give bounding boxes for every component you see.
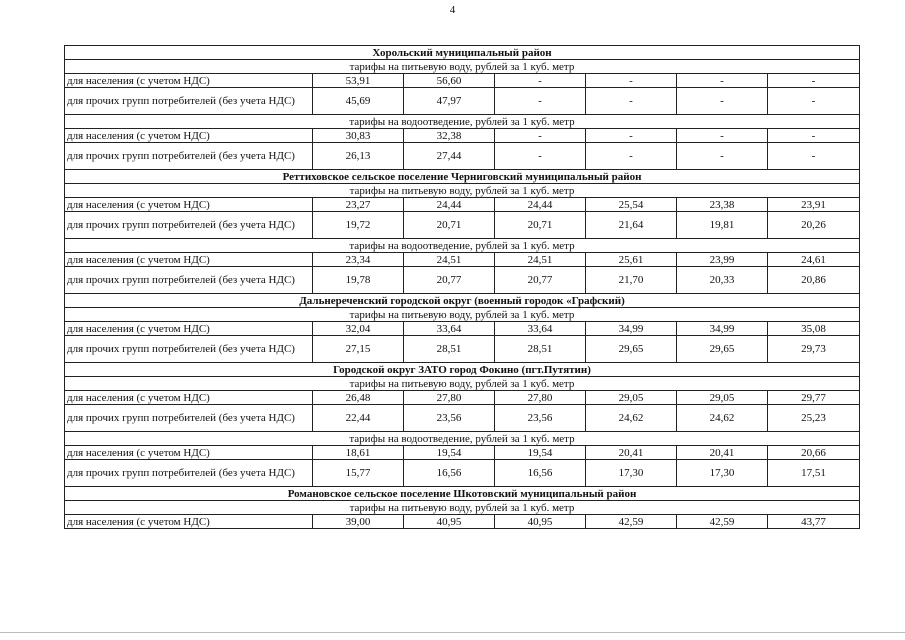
tariff-value-cell: 24,62	[677, 405, 768, 432]
tariff-caption: тарифы на водоотведение, рублей за 1 куб. метр	[65, 239, 860, 253]
tariff-value-cell: 20,26	[768, 212, 860, 239]
tariff-value-cell: -	[586, 143, 677, 170]
tariff-caption: тарифы на питьевую воду, рублей за 1 куб. метр	[65, 377, 860, 391]
tariff-value-cell: 19,54	[404, 446, 495, 460]
tariff-value-cell: 28,51	[495, 336, 586, 363]
tariff-value-cell: 43,77	[768, 515, 860, 529]
tariff-value-cell: 19,81	[677, 212, 768, 239]
table-row	[65, 405, 860, 432]
tariff-value-cell: 29,05	[586, 391, 677, 405]
tariff-value-cell: 23,56	[404, 405, 495, 432]
section-row	[65, 46, 860, 60]
section-row	[65, 487, 860, 501]
tariff-value-cell: 23,27	[313, 198, 404, 212]
tariff-value-cell: 24,62	[586, 405, 677, 432]
consumer-group-label: для прочих групп потребителей (без учета НДС)	[65, 405, 313, 432]
tariff-value-cell: -	[495, 88, 586, 115]
consumer-group-label: для населения (с учетом НДС)	[65, 129, 313, 143]
tariff-value-cell: 34,99	[586, 322, 677, 336]
table-row	[65, 143, 860, 170]
tariff-value-cell: 29,65	[586, 336, 677, 363]
tariff-value-cell: 23,56	[495, 405, 586, 432]
tariff-caption-row	[65, 308, 860, 322]
consumer-group-label: для населения (с учетом НДС)	[65, 446, 313, 460]
consumer-group-label: для прочих групп потребителей (без учета НДС)	[65, 143, 313, 170]
tariff-value-cell: 26,48	[313, 391, 404, 405]
tariff-value-cell: -	[768, 88, 860, 115]
tariff-value-cell: 42,59	[586, 515, 677, 529]
tariff-value-cell: 24,44	[404, 198, 495, 212]
tariff-value-cell: 17,30	[586, 460, 677, 487]
tariff-value-cell: 24,61	[768, 253, 860, 267]
tariff-value-cell: 20,71	[495, 212, 586, 239]
table-row	[65, 253, 860, 267]
consumer-group-label: для населения (с учетом НДС)	[65, 253, 313, 267]
section-row	[65, 294, 860, 308]
table-row	[65, 88, 860, 115]
tariff-value-cell: -	[768, 129, 860, 143]
tariff-value-cell: 17,51	[768, 460, 860, 487]
tariff-value-cell: 27,15	[313, 336, 404, 363]
consumer-group-label: для населения (с учетом НДС)	[65, 74, 313, 88]
tariff-caption-row	[65, 184, 860, 198]
tariff-value-cell: 20,41	[586, 446, 677, 460]
consumer-group-label: для прочих групп потребителей (без учета НДС)	[65, 267, 313, 294]
tariff-caption-row	[65, 239, 860, 253]
consumer-group-label: для прочих групп потребителей (без учета НДС)	[65, 336, 313, 363]
tariff-value-cell: 22,44	[313, 405, 404, 432]
tariff-value-cell: 42,59	[677, 515, 768, 529]
tariff-value-cell: 20,77	[404, 267, 495, 294]
table-row	[65, 446, 860, 460]
table-row	[65, 74, 860, 88]
tariff-value-cell: 45,69	[313, 88, 404, 115]
table-row	[65, 267, 860, 294]
tariff-value-cell: -	[586, 88, 677, 115]
consumer-group-label: для населения (с учетом НДС)	[65, 198, 313, 212]
table-row	[65, 129, 860, 143]
tariff-value-cell: 56,60	[404, 74, 495, 88]
tariff-value-cell: 29,73	[768, 336, 860, 363]
tariff-value-cell: 40,95	[404, 515, 495, 529]
tariff-value-cell: 47,97	[404, 88, 495, 115]
tariff-value-cell: -	[495, 143, 586, 170]
tariff-value-cell: 23,99	[677, 253, 768, 267]
tariff-value-cell: 29,05	[677, 391, 768, 405]
page-edge-line	[0, 632, 905, 633]
consumer-group-label: для населения (с учетом НДС)	[65, 322, 313, 336]
tariff-value-cell: 33,64	[495, 322, 586, 336]
tariff-value-cell: 29,65	[677, 336, 768, 363]
tariff-value-cell: 24,44	[495, 198, 586, 212]
tariff-value-cell: 19,72	[313, 212, 404, 239]
consumer-group-label: для прочих групп потребителей (без учета НДС)	[65, 212, 313, 239]
tariff-value-cell: -	[586, 129, 677, 143]
section-row	[65, 363, 860, 377]
tariff-value-cell: 18,61	[313, 446, 404, 460]
tariff-value-cell: 24,51	[404, 253, 495, 267]
tariff-caption: тарифы на питьевую воду, рублей за 1 куб. метр	[65, 184, 860, 198]
tariff-value-cell: -	[677, 129, 768, 143]
tariff-value-cell: 20,86	[768, 267, 860, 294]
table-row	[65, 322, 860, 336]
section-row	[65, 170, 860, 184]
tariff-value-cell: 20,71	[404, 212, 495, 239]
tariff-caption: тарифы на питьевую воду, рублей за 1 куб. метр	[65, 60, 860, 74]
tariff-caption-row	[65, 432, 860, 446]
section-title: Реттиховское сельское поселение Черниговский муниципальный район	[65, 170, 860, 184]
tariff-value-cell: 40,95	[495, 515, 586, 529]
tariff-value-cell: 27,80	[495, 391, 586, 405]
tariff-value-cell: 19,78	[313, 267, 404, 294]
tariff-value-cell: 27,80	[404, 391, 495, 405]
tariff-value-cell: 19,54	[495, 446, 586, 460]
tariff-value-cell: 15,77	[313, 460, 404, 487]
tariff-caption-row	[65, 115, 860, 129]
tariff-value-cell: 32,04	[313, 322, 404, 336]
table-row	[65, 212, 860, 239]
tariff-caption: тарифы на питьевую воду, рублей за 1 куб. метр	[65, 501, 860, 515]
tariff-value-cell: 26,13	[313, 143, 404, 170]
tariff-value-cell: -	[677, 88, 768, 115]
tariff-value-cell: 23,91	[768, 198, 860, 212]
tariff-value-cell: 34,99	[677, 322, 768, 336]
tariff-caption: тарифы на водоотведение, рублей за 1 куб. метр	[65, 115, 860, 129]
tariff-value-cell: -	[495, 129, 586, 143]
tariff-caption-row	[65, 60, 860, 74]
tariff-value-cell: 21,64	[586, 212, 677, 239]
table-row	[65, 198, 860, 212]
tariff-value-cell: 25,61	[586, 253, 677, 267]
section-title: Дальнереченский городской округ (военный городок «Графский)	[65, 294, 860, 308]
tariff-value-cell: 29,77	[768, 391, 860, 405]
consumer-group-label: для населения (с учетом НДС)	[65, 515, 313, 529]
section-title: Городской округ ЗАТО город Фокино (пгт.Путятин)	[65, 363, 860, 377]
tariff-value-cell: 21,70	[586, 267, 677, 294]
tariff-value-cell: 16,56	[495, 460, 586, 487]
tariff-value-cell: 35,08	[768, 322, 860, 336]
tariff-value-cell: -	[677, 143, 768, 170]
section-title: Хорольский муниципальный район	[65, 46, 860, 60]
tariff-value-cell: -	[495, 74, 586, 88]
tariff-table	[64, 45, 860, 529]
tariff-value-cell: 30,83	[313, 129, 404, 143]
tariff-value-cell: 33,64	[404, 322, 495, 336]
tariff-caption: тарифы на водоотведение, рублей за 1 куб. метр	[65, 432, 860, 446]
tariff-value-cell: -	[768, 74, 860, 88]
tariff-value-cell: 23,34	[313, 253, 404, 267]
table-row	[65, 336, 860, 363]
tariff-value-cell: 23,38	[677, 198, 768, 212]
table-row	[65, 391, 860, 405]
tariff-value-cell: 20,77	[495, 267, 586, 294]
tariff-value-cell: 16,56	[404, 460, 495, 487]
page-number: 4	[449, 4, 456, 16]
tariff-value-cell: 32,38	[404, 129, 495, 143]
tariff-value-cell: 53,91	[313, 74, 404, 88]
consumer-group-label: для населения (с учетом НДС)	[65, 391, 313, 405]
tariff-value-cell: 25,23	[768, 405, 860, 432]
tariff-value-cell: 20,33	[677, 267, 768, 294]
tariff-value-cell: 17,30	[677, 460, 768, 487]
tariff-caption-row	[65, 501, 860, 515]
tariff-caption: тарифы на питьевую воду, рублей за 1 куб. метр	[65, 308, 860, 322]
section-title: Романовское сельское поселение Шкотовский муниципальный район	[65, 487, 860, 501]
tariff-value-cell: 39,00	[313, 515, 404, 529]
table-row	[65, 515, 860, 529]
tariff-value-cell: -	[768, 143, 860, 170]
tariff-value-cell: 27,44	[404, 143, 495, 170]
tariff-caption-row	[65, 377, 860, 391]
tariff-value-cell: 28,51	[404, 336, 495, 363]
tariff-value-cell: -	[677, 74, 768, 88]
table-row	[65, 460, 860, 487]
tariff-value-cell: 20,41	[677, 446, 768, 460]
tariff-value-cell: 25,54	[586, 198, 677, 212]
tariff-table-body	[65, 46, 860, 529]
tariff-value-cell: 20,66	[768, 446, 860, 460]
tariff-value-cell: -	[586, 74, 677, 88]
consumer-group-label: для прочих групп потребителей (без учета НДС)	[65, 88, 313, 115]
consumer-group-label: для прочих групп потребителей (без учета НДС)	[65, 460, 313, 487]
tariff-value-cell: 24,51	[495, 253, 586, 267]
